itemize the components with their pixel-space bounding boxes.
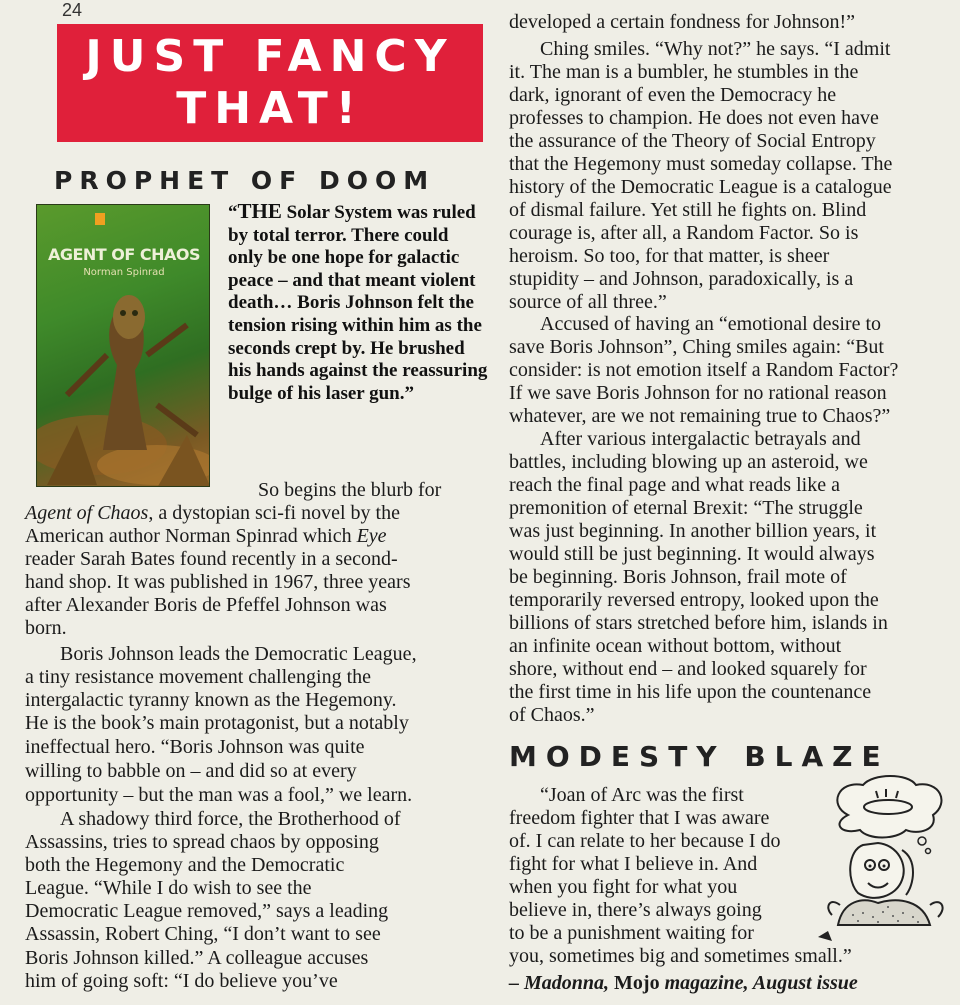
cover-title: AGENT OF CHAOS [47,245,201,264]
quote-line: of. I can relate to her because I do [509,830,781,852]
text-line: ineffectual hero. “Boris Johnson was quite [25,736,365,758]
attribution-prefix: – Madonna, [509,972,615,994]
text-line: professes to champion. He does not even have [509,107,879,129]
text-line: after Alexander Boris de Pfeffel Johnson was [25,594,387,616]
text-line: the assurance of the Theory of Social Entropy [509,130,876,152]
text-line: history of the Democratic League is a catalogue [509,176,892,198]
text-line: American author Norman Spinrad which Eye [25,525,387,547]
text-line: courage is, after all, a Random Factor. So is [509,222,859,244]
text-line: save Boris Johnson”, Ching smiles again: “But [509,336,884,358]
text-line: hand shop. It was published in 1967, three years [25,571,411,593]
text-line: that the Hegemony must someday collapse. The [509,153,893,175]
text-line: opportunity – but the man was a fool,” we learn. [25,784,413,806]
quote-line: when you fight for what you [509,876,738,898]
quote-line: you, sometimes big and sometimes small.” [509,945,852,967]
book-cover-image [36,204,210,487]
text-line: So begins the blurb for [258,479,442,501]
book-title-italic: Agent of Chaos [25,502,149,524]
text-line: was just beginning. In another billion years, it [509,520,877,542]
section-heading-prophet-of-doom: PROPHET OF DOOM [54,166,436,195]
lead-text: Solar System was ruled by total terror. There could only be one hope for galactic peace – and that meant violent death… Boris Johnson felt the tension rising within him as the seconds crept by. He brushed his hands against the reassuring bulge of his laser gun.” [228,202,488,404]
text-line: billions of stars stretched before him, islands in [509,612,888,634]
text-line: would still be just beginning. It would always [509,543,875,565]
text-line: Accused of having an “emotional desire to [540,313,881,335]
banner-line-1: JUST FANCY [85,31,455,82]
text-line: developed a certain fondness for Johnson!” [509,11,855,33]
cover-author: Norman Spinrad [83,267,165,278]
text-line: Agent of Chaos, a dystopian sci-fi novel by the [25,502,400,524]
text-line: temporarily reversed entropy, looked upon the [509,589,879,611]
text-line: If we save Boris Johnson for no rational reason [509,382,887,404]
text-line: him of going soft: “I do believe you’ve [25,970,338,992]
text-line: Boris Johnson leads the Democratic League, [60,643,417,665]
page-number: 24 [62,0,83,20]
eye-italic: Eye [356,525,387,547]
text-line: intergalactic tyranny known as the Hegemony. [25,689,397,711]
text-line: stupidity – and Johnson, paradoxically, is a [509,268,854,290]
text-line: dark, ignorant of even the Democracy he [509,84,837,106]
section-heading-modesty-blaze: MODESTY BLAZE [509,740,890,773]
text-line: Assassin, Robert Ching, “I don’t want to see [25,923,381,945]
quote-attribution [509,972,858,995]
text-line: A shadowy third force, the Brotherhood of [60,808,401,830]
publisher-logo-icon [95,213,105,225]
text-line: both the Hegemony and the Democratic [25,854,345,876]
text-line: a tiny resistance movement challenging the [25,666,371,688]
text-line: Ching smiles. “Why not?” he says. “I admit [540,38,891,60]
text-line: born. [25,617,67,639]
text-line: the first time in his life upon the countenance [509,681,872,703]
lead-open-quote: “ [228,202,238,223]
attribution-mojo: Mojo [614,972,660,994]
text-line: battles, including blowing up an asteroid, we [509,451,868,473]
quote-line: believe in, there’s always going [509,899,762,921]
text-line: of dismal failure. Yet still he fights on. Blind [509,199,867,221]
text-line: reader Sarah Bates found recently in a second- [25,548,398,570]
text-line: reach the final page and what reads like a [509,474,840,496]
text-line: consider: is not emotion itself a Random Factor? [509,359,899,381]
text-line: shore, without end – and looked squarely for [509,658,867,680]
text-line: Democratic League removed,” says a leading [25,900,389,922]
text-line: of Chaos.” [509,704,595,726]
attribution-suffix: magazine, August issue [659,972,858,994]
quote-line: “Joan of Arc was the first [540,784,744,806]
text-line: whatever, are we not remaining true to Chaos?” [509,405,891,427]
quote-line: to be a punishment waiting for [509,922,754,944]
banner-line-2: THAT! [176,83,364,134]
quote-line: fight for what I believe in. And [509,853,758,875]
quote-line: freedom fighter that I was aware [509,807,770,829]
cartoon-illustration [818,775,953,950]
text-line: source of all three.” [509,291,667,313]
column-banner [57,24,483,142]
lead-dropcap: THE [237,199,282,223]
text-line: He is the book’s main protagonist, but a notably [25,712,409,734]
lead-blurb [228,200,488,405]
text-line: League. “While I do wish to see the [25,877,312,899]
text-line: willing to babble on – and did so at every [25,760,357,782]
text-line: heroism. So too, for that matter, is sheer [509,245,830,267]
text-line: an infinite ocean without bottom, without [509,635,842,657]
text-line: Assassins, tries to spread chaos by opposing [25,831,379,853]
text-line: Boris Johnson killed.” A colleague accuses [25,947,369,969]
text-line: it. The man is a bumbler, he stumbles in the [509,61,859,83]
text-line: After various intergalactic betrayals and [540,428,861,450]
text-line: premonition of eternal Brexit: “The struggle [509,497,863,519]
text-line: be beginning. Boris Johnson, frail mote of [509,566,847,588]
